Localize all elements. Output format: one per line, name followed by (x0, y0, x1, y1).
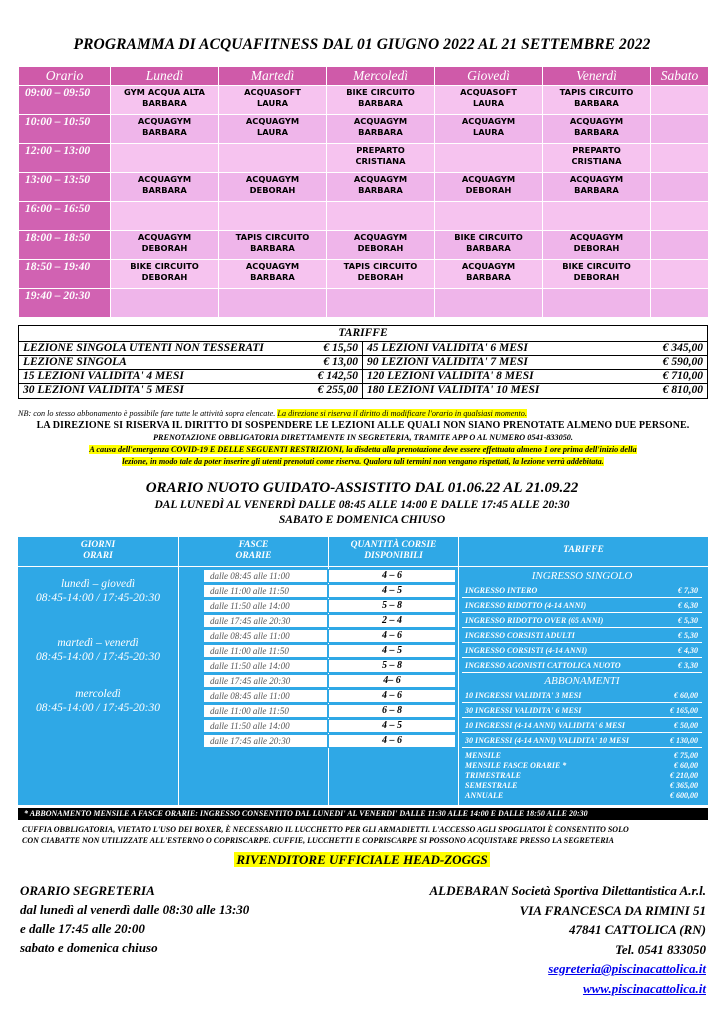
nuoto-tariffa-label: INGRESSO RIDOTTO (4-14 ANNI) (465, 601, 587, 610)
corsie-disponibili: 4 – 5 (328, 584, 456, 598)
segreteria-line1: dal lunedì al venerdì dalle 08:30 alle 13:30 (20, 902, 250, 917)
class-cell-venerdi (543, 115, 651, 144)
time-slot: 16:00 – 16:50 (19, 202, 111, 231)
fascia-oraria: dalle 17:45 alle 20:30 (203, 614, 328, 628)
note-covid (18, 444, 708, 468)
class-cell-giovedi (435, 202, 543, 231)
corsie-disponibili: 4 – 6 (328, 569, 456, 583)
class-instructor: BARBARA (466, 243, 511, 253)
fascia-oraria: dalle 11:50 alle 14:00 (203, 719, 328, 733)
class-activity: ACQUAGYM (461, 261, 516, 271)
rivenditore-banner (0, 852, 724, 868)
header-orario: Orario (19, 67, 111, 86)
nuoto-tariffa-row (462, 644, 702, 658)
tariffa-row (363, 342, 707, 356)
tariffa-label: 90 LEZIONI VALIDITA' 7 MESI (367, 356, 528, 368)
class-instructor: DEBORAH (141, 272, 188, 282)
header-martedi: Martedì (219, 67, 327, 86)
class-activity: BIKE CIRCUITO (454, 232, 523, 242)
nuoto-tariffa-price: € 60,00 (674, 761, 698, 770)
corsie-disponibili: 5 – 8 (328, 659, 456, 673)
nuoto-tariffa-price: € 5,30 (678, 631, 698, 640)
class-cell-giovedi (435, 260, 543, 289)
group-lunedi-giovedi: lunedì – giovedì 08:45-14:00 / 17:45-20:30 (36, 578, 160, 604)
header-mercoledi: Mercoledì (327, 67, 435, 86)
class-cell-martedi (219, 289, 327, 318)
class-activity: TAPIS CIRCUITO (559, 87, 634, 97)
nuoto-tariffa-label: TRIMESTRALE (465, 771, 522, 780)
class-instructor: CRISTIANA (571, 156, 622, 166)
class-cell-martedi (219, 202, 327, 231)
class-activity: ACQUAGYM (245, 174, 300, 184)
schedule-row (19, 260, 709, 289)
fascia-oraria: dalle 11:00 alle 11:50 (203, 644, 328, 658)
class-instructor: BARBARA (574, 185, 619, 195)
class-cell-martedi (219, 173, 327, 202)
tariffe-box (18, 325, 708, 399)
nuoto-schedule-table (18, 537, 708, 805)
nuoto-tariffa-row (462, 659, 702, 673)
nuoto-tariffa-row (462, 599, 702, 613)
nuoto-tariffa-row (462, 629, 702, 643)
class-activity: TAPIS CIRCUITO (343, 261, 418, 271)
header-corsie: QUANTITÀ CORSIE DISPONIBILI (329, 537, 458, 567)
class-instructor: CRISTIANA (355, 156, 406, 166)
nuoto-tariffa-price: € 7,30 (678, 586, 698, 595)
class-activity: ACQUAGYM (353, 232, 408, 242)
class-cell-lunedi (111, 115, 219, 144)
time-slot: 18:00 – 18:50 (19, 231, 111, 260)
nuoto-tariffa-label: SEMESTRALE (465, 781, 518, 790)
class-instructor: BARBARA (358, 127, 403, 137)
nuoto-tariffa-label: 30 INGRESSI VALIDITA' 6 MESI (465, 706, 582, 715)
class-activity: ACQUAGYM (461, 174, 516, 184)
contact-info (366, 881, 706, 998)
class-cell-lunedi (111, 86, 219, 115)
nuoto-tariffa-row (462, 781, 702, 791)
schedule-row (19, 144, 709, 173)
nuoto-tariffa-label: INGRESSO CORSISTI (4-14 ANNI) (465, 646, 588, 655)
class-instructor: DEBORAH (573, 243, 620, 253)
time-slot: 18:50 – 19:40 (19, 260, 111, 289)
class-instructor: BARBARA (142, 127, 187, 137)
rules-note (22, 824, 712, 846)
nuoto-tariffa-price: € 60,00 (674, 691, 698, 700)
class-instructor: DEBORAH (465, 185, 512, 195)
class-instructor: BARBARA (358, 185, 403, 195)
nuoto-tariffa-label: MENSILE FASCE ORARIE * (465, 761, 567, 770)
schedule-row (19, 202, 709, 231)
fascia-oraria: dalle 11:00 alle 11:50 (203, 704, 328, 718)
class-activity: ACQUAGYM (461, 116, 516, 126)
nuoto-tariffa-label: 30 INGRESSI (4-14 ANNI) VALIDITA' 10 MESI (465, 736, 630, 745)
header-fasce-orarie: FASCE ORARIE (179, 537, 328, 567)
class-instructor: BARBARA (574, 98, 619, 108)
company-city: 47841 CATTOLICA (RN) (568, 922, 706, 937)
fascia-oraria: dalle 08:45 alle 11:00 (203, 569, 328, 583)
header-giovedi: Giovedì (435, 67, 543, 86)
class-cell-venerdi (543, 231, 651, 260)
nuoto-tariffa-price: € 165,00 (670, 706, 698, 715)
tariffe-left-column (19, 342, 363, 398)
segreteria-title: ORARIO SEGRETERIA (20, 883, 155, 898)
class-activity: PREPARTO (356, 145, 405, 155)
website-link[interactable]: www.piscinacattolica.it (582, 980, 706, 996)
class-activity: ACQUAGYM (353, 116, 408, 126)
fascia-oraria: dalle 11:50 alle 14:00 (203, 659, 328, 673)
nuoto-tariffa-price: € 130,00 (670, 736, 698, 745)
nuoto-tariffa-row (462, 761, 702, 771)
class-instructor: DEBORAH (357, 243, 404, 253)
class-instructor: BARBARA (574, 127, 619, 137)
class-instructor: DEBORAH (141, 243, 188, 253)
footnote-mensile-fasce: * ABBONAMENTO MENSILE A FASCE ORARIE: INGRESSO CONSENTITO DAL LUNEDI' AL VENERDI' DALLE 11:30 ALLE 14:00 E DALLE 18:50 ALLE 20:30 (18, 808, 708, 820)
class-cell-venerdi (543, 144, 651, 173)
company-address: VIA FRANCESCA DA RIMINI 51 (519, 902, 706, 918)
class-cell-giovedi (435, 231, 543, 260)
group-mercoledi: mercoledì 08:45-14:00 / 17:45-20:30 (36, 688, 160, 714)
note-prenotazione: PRENOTAZIONE OBBLIGATORIA DIRETTAMENTE IN SEGRETERIA, TRAMITE APP O AL NUMERO 0541-833050. (153, 433, 573, 442)
class-activity: ACQUASOFT (460, 87, 517, 97)
corsie-disponibili: 4 – 5 (328, 644, 456, 658)
class-cell-lunedi (111, 231, 219, 260)
class-cell-mercoledi (327, 202, 435, 231)
class-cell-mercoledi (327, 231, 435, 260)
time-slot: 13:00 – 13:50 (19, 173, 111, 202)
nuoto-tariffa-price: € 50,00 (674, 721, 698, 730)
tariffa-row (363, 384, 707, 398)
tariffe-title: TARIFFE (19, 326, 707, 342)
fascia-oraria: dalle 11:50 alle 14:00 (203, 599, 328, 613)
class-activity: ACQUASOFT (244, 87, 301, 97)
class-cell-lunedi (111, 289, 219, 318)
tariffa-row (19, 370, 362, 384)
header-tariffe: TARIFFE (459, 537, 708, 567)
class-cell-mercoledi (327, 289, 435, 318)
tariffa-price: € 13,00 (323, 356, 358, 368)
nuoto-tariffa-row (462, 584, 702, 598)
corsie-disponibili: 6 – 8 (328, 704, 456, 718)
fascia-oraria: dalle 08:45 alle 11:00 (203, 629, 328, 643)
class-cell-mercoledi (327, 260, 435, 289)
class-cell-sabato (651, 115, 709, 144)
nuoto-tariffa-price: € 365,00 (670, 781, 698, 790)
corsie-disponibili: 4 – 5 (328, 719, 456, 733)
class-cell-sabato (651, 231, 709, 260)
tariffa-label: 180 LEZIONI VALIDITA' 10 MESI (367, 384, 540, 396)
nuoto-tariffa-price: € 75,00 (674, 751, 698, 760)
nuoto-tariffa-label: INGRESSO INTERO (465, 586, 538, 595)
nuoto-tariffa-price: € 600,00 (670, 791, 698, 800)
fascia-oraria: dalle 11:00 alle 11:50 (203, 584, 328, 598)
tariffa-price: € 810,00 (662, 384, 703, 396)
class-cell-mercoledi (327, 115, 435, 144)
tariffa-row (363, 370, 707, 384)
header-venerdi: Venerdì (543, 67, 651, 86)
company-name: ALDEBARAN Società Sportiva Dilettantistica A.r.l. (429, 883, 706, 898)
class-instructor: LAURA (257, 98, 288, 108)
nuoto-tariffa-row (462, 771, 702, 781)
nuoto-tariffa-row (462, 751, 702, 761)
corsie-disponibili: 4 – 6 (328, 629, 456, 643)
class-cell-sabato (651, 289, 709, 318)
class-cell-mercoledi (327, 144, 435, 173)
class-cell-venerdi (543, 260, 651, 289)
time-slot: 10:00 – 10:50 (19, 115, 111, 144)
note-nb-text: NB: con lo stesso abbonamento è possibile fare tutte le attività sopra elencate. (18, 409, 278, 418)
class-activity: GYM ACQUA ALTA (124, 87, 205, 97)
nuoto-tariffa-row (462, 719, 702, 733)
nuoto-subtitle-weekend: SABATO E DOMENICA CHIUSO (278, 514, 446, 526)
tariffa-row (19, 342, 362, 356)
class-instructor: BARBARA (250, 243, 295, 253)
nuoto-subtitle-weekdays: DAL LUNEDÌ AL VENERDÌ DALLE 08:45 ALLE 14:00 E DALLE 17:45 ALLE 20:30 (154, 499, 570, 511)
time-slot: 19:40 – 20:30 (19, 289, 111, 318)
class-cell-lunedi (111, 202, 219, 231)
class-cell-giovedi (435, 86, 543, 115)
class-activity: ACQUAGYM (137, 174, 192, 184)
corsie-disponibili: 4 – 6 (328, 689, 456, 703)
tariffa-row (19, 356, 362, 370)
tariffa-label: 30 LEZIONI VALIDITA' 5 MESI (23, 384, 184, 396)
fascia-oraria: dalle 08:45 alle 11:00 (203, 689, 328, 703)
schedule-header-row (19, 67, 709, 86)
schedule-row (19, 86, 709, 115)
tariffa-price: € 710,00 (662, 370, 703, 382)
schedule-row (19, 173, 709, 202)
class-activity: ACQUAGYM (137, 232, 192, 242)
header-giorni-orari: GIORNI ORARI (18, 537, 178, 567)
nuoto-tariffa-row (462, 614, 702, 628)
rules-line1: CUFFIA OBBLIGATORIA, VIETATO L'USO DEI BOXER, È NECESSARIO IL LUCCHETTO PER GLI ARMADIETTI. L'ACCESSO AGLI SPOGLIATOI È CONSENTITO SOLO (22, 825, 629, 834)
class-activity: PREPARTO (572, 145, 621, 155)
notes-block (18, 408, 708, 468)
class-cell-martedi (219, 144, 327, 173)
class-cell-sabato (651, 173, 709, 202)
class-activity: BIKE CIRCUITO (346, 87, 415, 97)
tariffa-label: LEZIONE SINGOLA UTENTI NON TESSERATI (23, 342, 264, 354)
tariffa-label: 45 LEZIONI VALIDITA' 6 MESI (367, 342, 528, 354)
nuoto-tariffa-row (462, 791, 702, 801)
abbonamenti-title: ABBONAMENTI (544, 675, 620, 687)
nuoto-tariffa-label: 10 INGRESSI VALIDITA' 3 MESI (465, 691, 582, 700)
tariffa-row (19, 384, 362, 398)
nuoto-tariffa-label: INGRESSO AGONISTI CATTOLICA NUOTO (465, 661, 621, 670)
note-covid-line2: lezione, in modo tale da poter inserire gli utenti prenotati come riserva. Qualora tali termini non vengano rispettati, la lezione verrà addebitata. (122, 457, 604, 466)
nuoto-tariffa-label: 10 INGRESSI (4-14 ANNI) VALIDITA' 6 MESI (465, 721, 626, 730)
class-activity: ACQUAGYM (569, 116, 624, 126)
class-instructor: BARBARA (142, 98, 187, 108)
time-slot: 12:00 – 13:00 (19, 144, 111, 173)
corsie-disponibili: 4 – 6 (328, 734, 456, 748)
corsie-disponibili: 2 – 4 (328, 614, 456, 628)
note-nb (18, 408, 708, 420)
class-instructor: DEBORAH (249, 185, 296, 195)
nuoto-tariffa-row (462, 689, 702, 703)
class-cell-giovedi (435, 144, 543, 173)
class-cell-giovedi (435, 289, 543, 318)
ingresso-singolo-title: INGRESSO SINGOLO (531, 570, 633, 582)
header-lunedi: Lunedì (111, 67, 219, 86)
schedule-row (19, 231, 709, 260)
class-cell-giovedi (435, 115, 543, 144)
rules-line2: CON CIABATTE NON UTILIZZATE ALL'ESTERNO O COPRISCARPE. CUFFIE, LUCCHETTI E COPRISCARPE SI POSSONO ACQUISTARE PRESSO LA SEGRETERIA (22, 836, 614, 845)
corsie-disponibili: 4– 6 (328, 674, 456, 688)
tariffa-row (363, 356, 707, 370)
nuoto-tariffa-price: € 3,30 (678, 661, 698, 670)
group-martedi-venerdi: martedì – venerdì 08:45-14:00 / 17:45-20:30 (36, 637, 160, 663)
class-cell-venerdi (543, 86, 651, 115)
class-cell-giovedi (435, 173, 543, 202)
class-instructor: LAURA (473, 127, 504, 137)
class-instructor: DEBORAH (357, 272, 404, 282)
class-cell-martedi (219, 86, 327, 115)
header-sabato: Sabato (651, 67, 709, 86)
nuoto-tariffa-price: € 6,30 (678, 601, 698, 610)
aquafitness-schedule-table (18, 66, 709, 318)
class-activity: ACQUAGYM (137, 116, 192, 126)
tariffa-label: 120 LEZIONI VALIDITA' 8 MESI (367, 370, 534, 382)
corsie-disponibili: 5 – 8 (328, 599, 456, 613)
class-cell-martedi (219, 231, 327, 260)
class-cell-sabato (651, 86, 709, 115)
class-cell-venerdi (543, 173, 651, 202)
segreteria-line3: sabato e domenica chiuso (20, 940, 158, 955)
page-title: PROGRAMMA DI ACQUAFITNESS DAL 01 GIUGNO 2022 AL 21 SETTEMBRE 2022 (73, 36, 651, 53)
class-instructor: LAURA (257, 127, 288, 137)
column-divider (178, 537, 179, 805)
nuoto-tariffa-label: ANNUALE (465, 791, 504, 800)
class-cell-venerdi (543, 289, 651, 318)
nuoto-tariffa-price: € 4,30 (678, 646, 698, 655)
time-slot: 09:00 – 09:50 (19, 86, 111, 115)
fascia-oraria: dalle 17:45 alle 20:30 (203, 734, 328, 748)
tariffa-price: € 142,50 (317, 370, 358, 382)
class-instructor: BARBARA (250, 272, 295, 282)
class-instructor: LAURA (473, 98, 504, 108)
nuoto-tariffa-label: MENSILE (465, 751, 502, 760)
fascia-oraria: dalle 17:45 alle 20:30 (203, 674, 328, 688)
class-cell-venerdi (543, 202, 651, 231)
tariffe-right-column (363, 342, 707, 398)
class-instructor: BARBARA (358, 98, 403, 108)
email-link[interactable]: segreteria@piscinacattolica.it (548, 961, 706, 976)
company-phone: Tel. 0541 833050 (615, 941, 706, 957)
class-cell-lunedi (111, 144, 219, 173)
class-activity: ACQUAGYM (569, 232, 624, 242)
class-cell-lunedi (111, 260, 219, 289)
segreteria-hours (20, 881, 350, 957)
tariffa-label: 15 LEZIONI VALIDITA' 4 MESI (23, 370, 184, 382)
tariffa-price: € 255,00 (317, 384, 358, 396)
class-cell-sabato (651, 202, 709, 231)
tariffa-label: LEZIONE SINGOLA (23, 356, 127, 368)
nuoto-tariffa-label: INGRESSO RIDOTTO OVER (65 ANNI) (465, 616, 604, 625)
note-direzione: LA DIREZIONE SI RISERVA IL DIRITTO DI SOSPENDERE LE LEZIONI ALLE QUALI NON SIANO PRENOTATE ALMENO DUE PERSONE. (36, 420, 690, 431)
nuoto-tariffa-row (462, 734, 702, 748)
class-activity: BIKE CIRCUITO (130, 261, 199, 271)
column-divider (458, 537, 459, 805)
class-activity: BIKE CIRCUITO (562, 261, 631, 271)
note-nb-highlight: La direzione si riserva il diritto di modificare l'orario in qualsiasi momento. (277, 409, 527, 418)
tariffa-price: € 15,50 (323, 342, 358, 354)
class-activity: ACQUAGYM (245, 116, 300, 126)
schedule-row (19, 289, 709, 318)
schedule-row (19, 115, 709, 144)
class-instructor: BARBARA (466, 272, 511, 282)
class-activity: ACQUAGYM (245, 261, 300, 271)
nuoto-tariffa-price: € 5,30 (678, 616, 698, 625)
nuoto-tariffa-price: € 210,00 (670, 771, 698, 780)
class-activity: TAPIS CIRCUITO (235, 232, 310, 242)
class-cell-mercoledi (327, 86, 435, 115)
class-cell-sabato (651, 144, 709, 173)
class-instructor: BARBARA (142, 185, 187, 195)
class-cell-sabato (651, 260, 709, 289)
tariffa-price: € 590,00 (662, 356, 703, 368)
nuoto-tariffa-row (462, 704, 702, 718)
class-activity: ACQUAGYM (569, 174, 624, 184)
nuoto-tariffa-label: INGRESSO CORSISTI ADULTI (465, 631, 575, 640)
class-cell-mercoledi (327, 173, 435, 202)
nuoto-title: ORARIO NUOTO GUIDATO-ASSISTITO DAL 01.06.22 AL 21.09.22 (145, 480, 579, 496)
note-covid-line1: A causa dell'emergenza COVID-19 E DELLE SEGUENTI RESTRIZIONI, la disdetta alla prenotazione deve essere effettuata almeno 1 ore prima dell'inizio della (89, 445, 637, 454)
class-cell-martedi (219, 115, 327, 144)
class-cell-martedi (219, 260, 327, 289)
class-activity: ACQUAGYM (353, 174, 408, 184)
rivenditore-text: RIVENDITORE UFFICIALE HEAD-ZOGGS (236, 852, 488, 867)
class-cell-lunedi (111, 173, 219, 202)
class-instructor: DEBORAH (573, 272, 620, 282)
segreteria-line2: e dalle 17:45 alle 20:00 (20, 921, 145, 936)
tariffa-price: € 345,00 (662, 342, 703, 354)
